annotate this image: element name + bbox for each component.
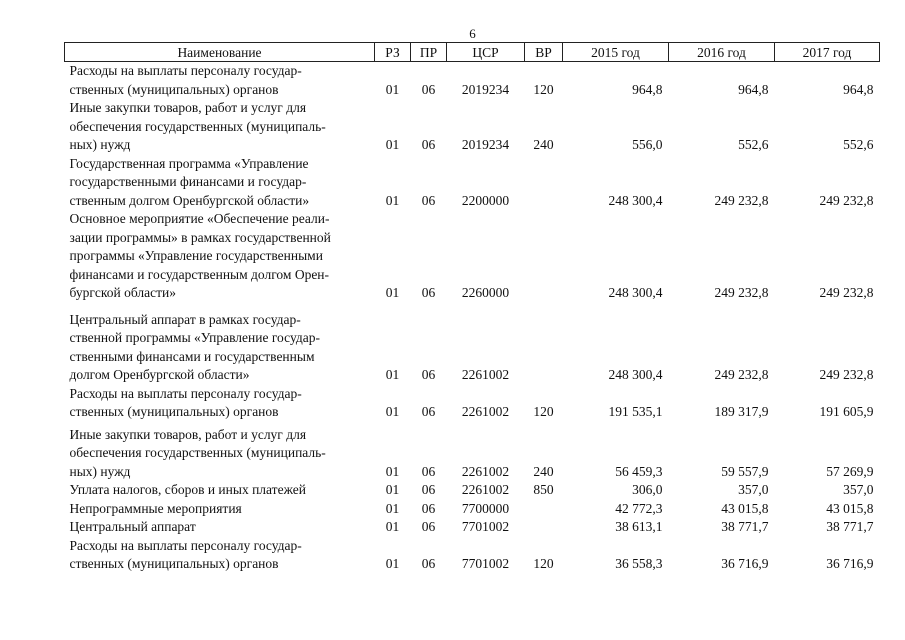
row-vr <box>525 500 563 519</box>
row-name <box>65 385 375 422</box>
row-value-2016: 43 015,8 <box>721 500 769 516</box>
row-vr <box>525 155 563 211</box>
row-rz: 01 <box>385 482 400 497</box>
table-row <box>65 500 880 519</box>
row-value-2017: 552,6 <box>843 137 874 152</box>
row-name <box>65 422 375 482</box>
table-row <box>65 422 880 482</box>
row-name-line: Иные закупки товаров, работ и услуг для <box>69 100 307 115</box>
row-value-2017: 249 232,8 <box>819 192 874 208</box>
row-pr: 06 <box>421 500 436 516</box>
row-name <box>65 481 375 500</box>
row-value-2016: 552,6 <box>738 137 769 152</box>
row-value-2017: 36 716,9 <box>826 556 874 571</box>
header-vr: ВР <box>525 43 563 62</box>
row-name-line: программы «Управление государственными <box>69 248 323 263</box>
row-vr: 120 <box>533 404 554 419</box>
row-name-line: Уплата налогов, сборов и иных платежей <box>69 482 306 497</box>
row-pr: 06 <box>421 285 436 300</box>
table-row <box>65 303 880 385</box>
table-row <box>65 481 880 500</box>
table-row <box>65 537 880 574</box>
row-value-2015: 38 613,1 <box>615 519 663 534</box>
row-vr: 120 <box>533 556 554 571</box>
row-value-2016: 59 557,9 <box>721 463 769 479</box>
row-name-line: ственными финансами и государственным <box>69 348 315 364</box>
row-value-2016: 249 232,8 <box>714 192 769 208</box>
row-pr: 06 <box>421 556 436 571</box>
row-pr: 06 <box>421 482 436 497</box>
row-name-line: Непрограммные мероприятия <box>69 500 242 516</box>
row-name-line: государственными финансами и государ- <box>69 174 307 189</box>
row-rz: 01 <box>385 463 400 479</box>
header-csr: ЦСР <box>447 43 525 62</box>
row-value-2017: 249 232,8 <box>819 285 874 300</box>
row-vr: 240 <box>533 463 554 479</box>
row-csr: 2019234 <box>461 137 510 152</box>
table-row <box>65 99 880 155</box>
row-pr: 06 <box>421 367 436 382</box>
row-name <box>65 303 375 385</box>
header-pr: ПР <box>411 43 447 62</box>
table-body <box>65 62 880 574</box>
row-rz: 01 <box>385 367 400 382</box>
row-name-line: ных) нужд <box>69 463 131 479</box>
row-value-2015: 556,0 <box>632 137 663 152</box>
row-name-line: бургской области» <box>69 285 176 300</box>
row-name <box>65 155 375 211</box>
header-2016: 2016 год <box>669 43 775 62</box>
row-value-2015: 964,8 <box>632 81 663 97</box>
row-name-line: ных) нужд <box>69 137 131 152</box>
table-row <box>65 210 880 303</box>
row-value-2016: 249 232,8 <box>714 367 769 382</box>
row-pr: 06 <box>421 404 436 419</box>
row-value-2016: 357,0 <box>738 482 769 497</box>
row-rz: 01 <box>385 404 400 419</box>
row-name-line: обеспечения государственных (муниципаль- <box>69 118 326 134</box>
row-rz: 01 <box>385 500 400 516</box>
row-name <box>65 210 375 303</box>
row-value-2016: 38 771,7 <box>721 519 769 534</box>
row-name <box>65 518 375 537</box>
row-name-line: ственных (муниципальных) органов <box>69 81 279 97</box>
row-csr: 2261002 <box>461 367 510 382</box>
row-value-2017: 38 771,7 <box>826 519 874 534</box>
table-row <box>65 385 880 422</box>
row-value-2015: 56 459,3 <box>615 463 663 479</box>
row-pr: 06 <box>421 519 436 534</box>
row-name-line: зации программы» в рамках государственной <box>69 229 331 245</box>
row-csr: 2261002 <box>461 404 510 419</box>
table-row <box>65 518 880 537</box>
row-vr <box>525 303 563 385</box>
row-rz: 01 <box>385 556 400 571</box>
row-name <box>65 500 375 519</box>
row-name <box>65 62 375 100</box>
row-pr: 06 <box>421 81 436 97</box>
row-name-line: ственной программы «Управление государ- <box>69 330 320 345</box>
row-vr <box>525 518 563 537</box>
row-name-line: Расходы на выплаты персоналу государ- <box>69 63 302 78</box>
row-value-2017: 249 232,8 <box>819 367 874 382</box>
row-value-2015: 36 558,3 <box>615 556 663 571</box>
row-name-line: долгом Оренбургской области» <box>69 367 250 382</box>
row-name-line: Основное мероприятие «Обеспечение реали- <box>69 211 330 226</box>
row-pr: 06 <box>421 192 436 208</box>
row-rz: 01 <box>385 81 400 97</box>
row-value-2015: 248 300,4 <box>608 367 663 382</box>
row-pr: 06 <box>421 463 436 479</box>
row-value-2017: 357,0 <box>843 482 874 497</box>
row-rz: 01 <box>385 137 400 152</box>
table-header <box>65 43 880 62</box>
row-name-line: Государственная программа «Управление <box>69 155 309 171</box>
row-name-line: обеспечения государственных (муниципаль- <box>69 445 326 460</box>
row-value-2016: 36 716,9 <box>721 556 769 571</box>
row-name-line: Иные закупки товаров, работ и услуг для <box>69 426 307 442</box>
row-name <box>65 99 375 155</box>
row-name-line: ственных (муниципальных) органов <box>69 556 279 571</box>
row-value-2017: 191 605,9 <box>819 404 874 419</box>
row-value-2016: 249 232,8 <box>714 285 769 300</box>
row-csr: 7700000 <box>461 500 510 516</box>
row-name-line: Центральный аппарат в рамках государ- <box>69 311 301 327</box>
row-value-2017: 964,8 <box>843 81 874 97</box>
row-value-2016: 189 317,9 <box>714 404 769 419</box>
row-name-line: ственным долгом Оренбургской области» <box>69 192 310 208</box>
row-vr: 850 <box>533 482 554 497</box>
header-2015: 2015 год <box>563 43 669 62</box>
row-csr: 2200000 <box>461 192 510 208</box>
budget-table <box>64 42 880 574</box>
row-csr: 2261002 <box>461 482 510 497</box>
row-pr: 06 <box>421 137 436 152</box>
row-value-2015: 191 535,1 <box>608 404 663 419</box>
row-rz: 01 <box>385 519 400 534</box>
row-csr: 7701002 <box>461 556 510 571</box>
row-value-2015: 42 772,3 <box>615 500 663 516</box>
row-csr: 2260000 <box>461 285 510 300</box>
page-number: 6 <box>469 26 476 41</box>
row-csr: 2019234 <box>461 81 510 97</box>
table-row <box>65 62 880 100</box>
row-value-2017: 43 015,8 <box>826 500 874 516</box>
header-2017: 2017 год <box>775 43 880 62</box>
header-name: Наименование <box>65 43 375 62</box>
table-row <box>65 155 880 211</box>
row-rz: 01 <box>385 285 400 300</box>
header-rz: РЗ <box>375 43 411 62</box>
row-name-line: Расходы на выплаты персоналу государ- <box>69 385 302 401</box>
row-vr: 120 <box>533 81 554 97</box>
row-value-2016: 964,8 <box>738 81 769 97</box>
row-name-line: Центральный аппарат <box>69 519 196 534</box>
row-rz: 01 <box>385 192 400 208</box>
row-name-line: ственных (муниципальных) органов <box>69 404 279 419</box>
row-name-line: финансами и государственным долгом Орен- <box>69 266 330 282</box>
row-value-2015: 248 300,4 <box>608 192 663 208</box>
row-name <box>65 537 375 574</box>
row-name-line: Расходы на выплаты персоналу государ- <box>69 537 302 553</box>
row-value-2015: 248 300,4 <box>608 285 663 300</box>
row-csr: 2261002 <box>461 463 510 479</box>
row-csr: 7701002 <box>461 519 510 534</box>
row-value-2017: 57 269,9 <box>826 463 874 479</box>
row-vr: 240 <box>533 137 554 152</box>
row-vr <box>525 210 563 303</box>
row-value-2015: 306,0 <box>632 482 663 497</box>
